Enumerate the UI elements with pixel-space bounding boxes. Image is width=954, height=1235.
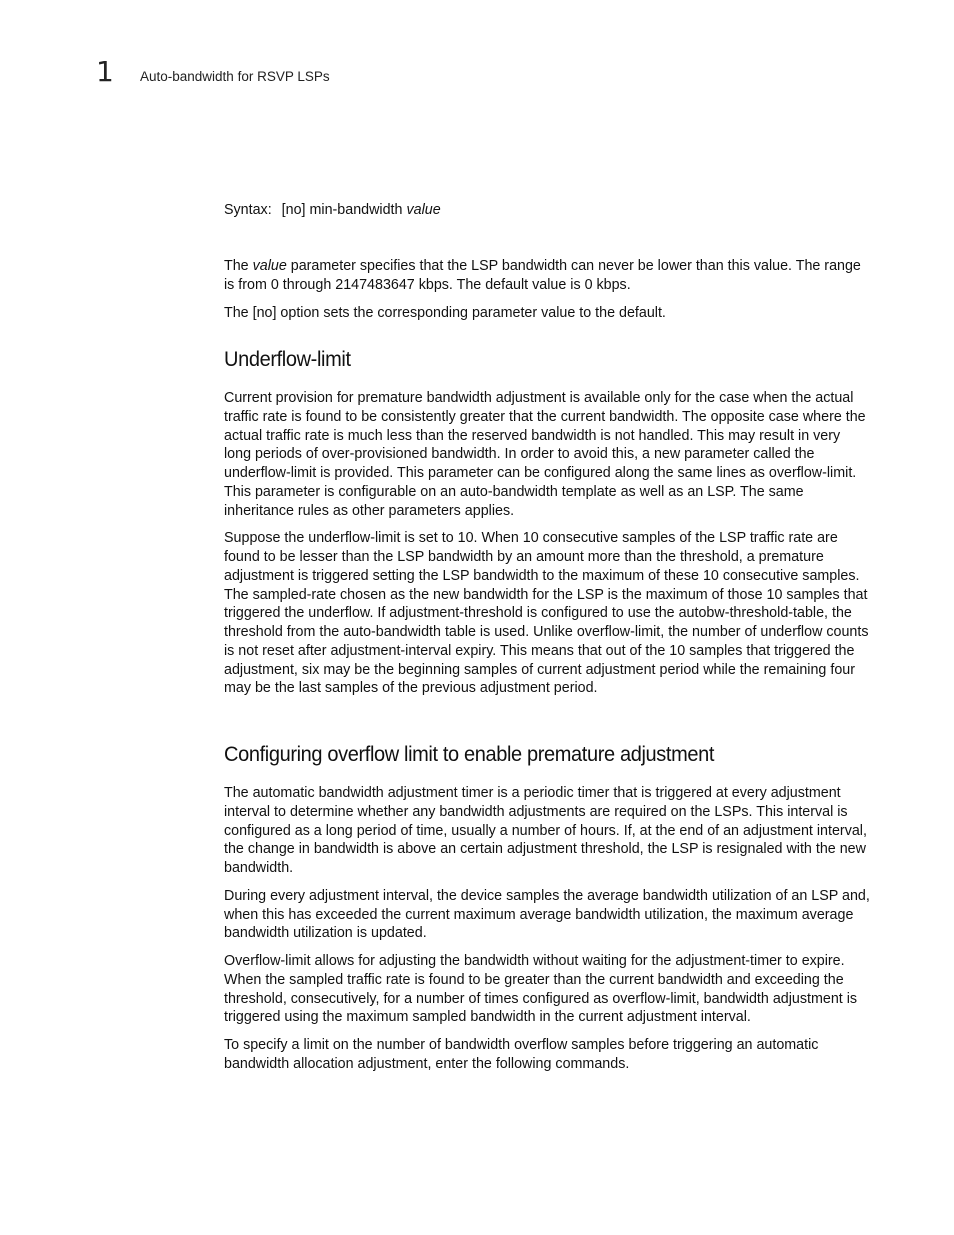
syntax-argument: value bbox=[406, 202, 441, 218]
syntax-line bbox=[224, 201, 441, 220]
intro-section bbox=[224, 257, 870, 331]
value-desc-post: parameter specifies that the LSP bandwidth can never be lower than this value. The range is from 0 through 2147483647 kbps. The default value is 0 kbps. bbox=[224, 258, 861, 293]
value-description bbox=[224, 257, 870, 295]
overflow-paragraph-2: During every adjustment interval, the device samples the average bandwidth utilization of an LSP and, when this has exceeded the current maximum average bandwidth utilization, the maximum average bandwidth utilization is updated. bbox=[224, 887, 870, 942]
running-title: Auto-bandwidth for RSVP LSPs bbox=[140, 69, 330, 84]
page-header bbox=[96, 55, 330, 88]
overflow-paragraph-1: The automatic bandwidth adjustment timer is a periodic timer that is triggered at every adjustment interval to determine whether any bandwidth adjustments are required on the LSPs. This interval is configured as a long period of time, usually a number of hours. If, at the end of an adjustment interval, the change in bandwidth is above an certain adjustment threshold, the LSP is resignaled with the new bandwidth. bbox=[224, 785, 867, 876]
no-option-description: The [no] option sets the corresponding parameter value to the default. bbox=[224, 304, 666, 321]
overflow-section bbox=[224, 742, 870, 767]
syntax-label: Syntax: bbox=[224, 202, 272, 218]
underflow-paragraph-1: Current provision for premature bandwidth adjustment is available only for the case when the actual traffic rate is found to be consistently greater that the current bandwidth. The opposite case where the actual traffic rate is much less than the reserved bandwidth is not handled. This may result in very long periods of over-provisioned bandwidth. In order to avoid this, a new parameter called the underflow-limit is provided. This parameter can be configured along the same lines as overflow-limit. This parameter is configurable on an auto-bandwidth template as well as an LSP. The same inheritance rules as other parameters applies. bbox=[224, 390, 866, 519]
value-desc-pre: The bbox=[224, 258, 253, 274]
overflow-heading: Configuring overflow limit to enable premature adjustment bbox=[224, 742, 715, 766]
chapter-number: 1 bbox=[96, 55, 114, 88]
overflow-paragraph-4: To specify a limit on the number of bandwidth overflow samples before triggering an automatic bandwidth allocation adjustment, enter the following commands. bbox=[224, 1037, 819, 1072]
underflow-section bbox=[224, 347, 870, 372]
underflow-paragraph-2: Suppose the underflow-limit is set to 10. When 10 consecutive samples of the LSP traffic rate are found to be lesser than the LSP bandwidth by an amount more than the threshold, a premature adjustment is triggered setting the LSP bandwidth to the maximum of these 10 consecutive samples. The sampled-rate chosen as the new bandwidth for the LSP is the maximum of those 10 samples that triggered the underflow. If adjustment-threshold is configured to use the autobw-threshold-table, the threshold from the auto-bandwidth table is used. Unlike overflow-limit, the number of underflow counts is not reset after adjustment-interval expiry. This means that out of the 10 samples that triggered the adjustment, six may be the beginning samples of current adjustment period while the remaining four may be the last samples of the previous adjustment period. bbox=[224, 530, 869, 697]
overflow-body bbox=[224, 784, 870, 1083]
value-desc-italic: value bbox=[252, 258, 287, 274]
syntax-command: [no] min-bandwidth bbox=[281, 202, 403, 218]
underflow-heading: Underflow-limit bbox=[224, 347, 351, 371]
overflow-paragraph-3: Overflow-limit allows for adjusting the bandwidth without waiting for the adjustment-timer to expire. When the sampled traffic rate is found to be greater than the current bandwidth and exceeding the threshold, consecutively, for a number of times configured as overflow-limit, bandwidth adjustment is triggered using the maximum sampled bandwidth in the current adjustment interval. bbox=[224, 953, 858, 1026]
underflow-body bbox=[224, 389, 870, 707]
